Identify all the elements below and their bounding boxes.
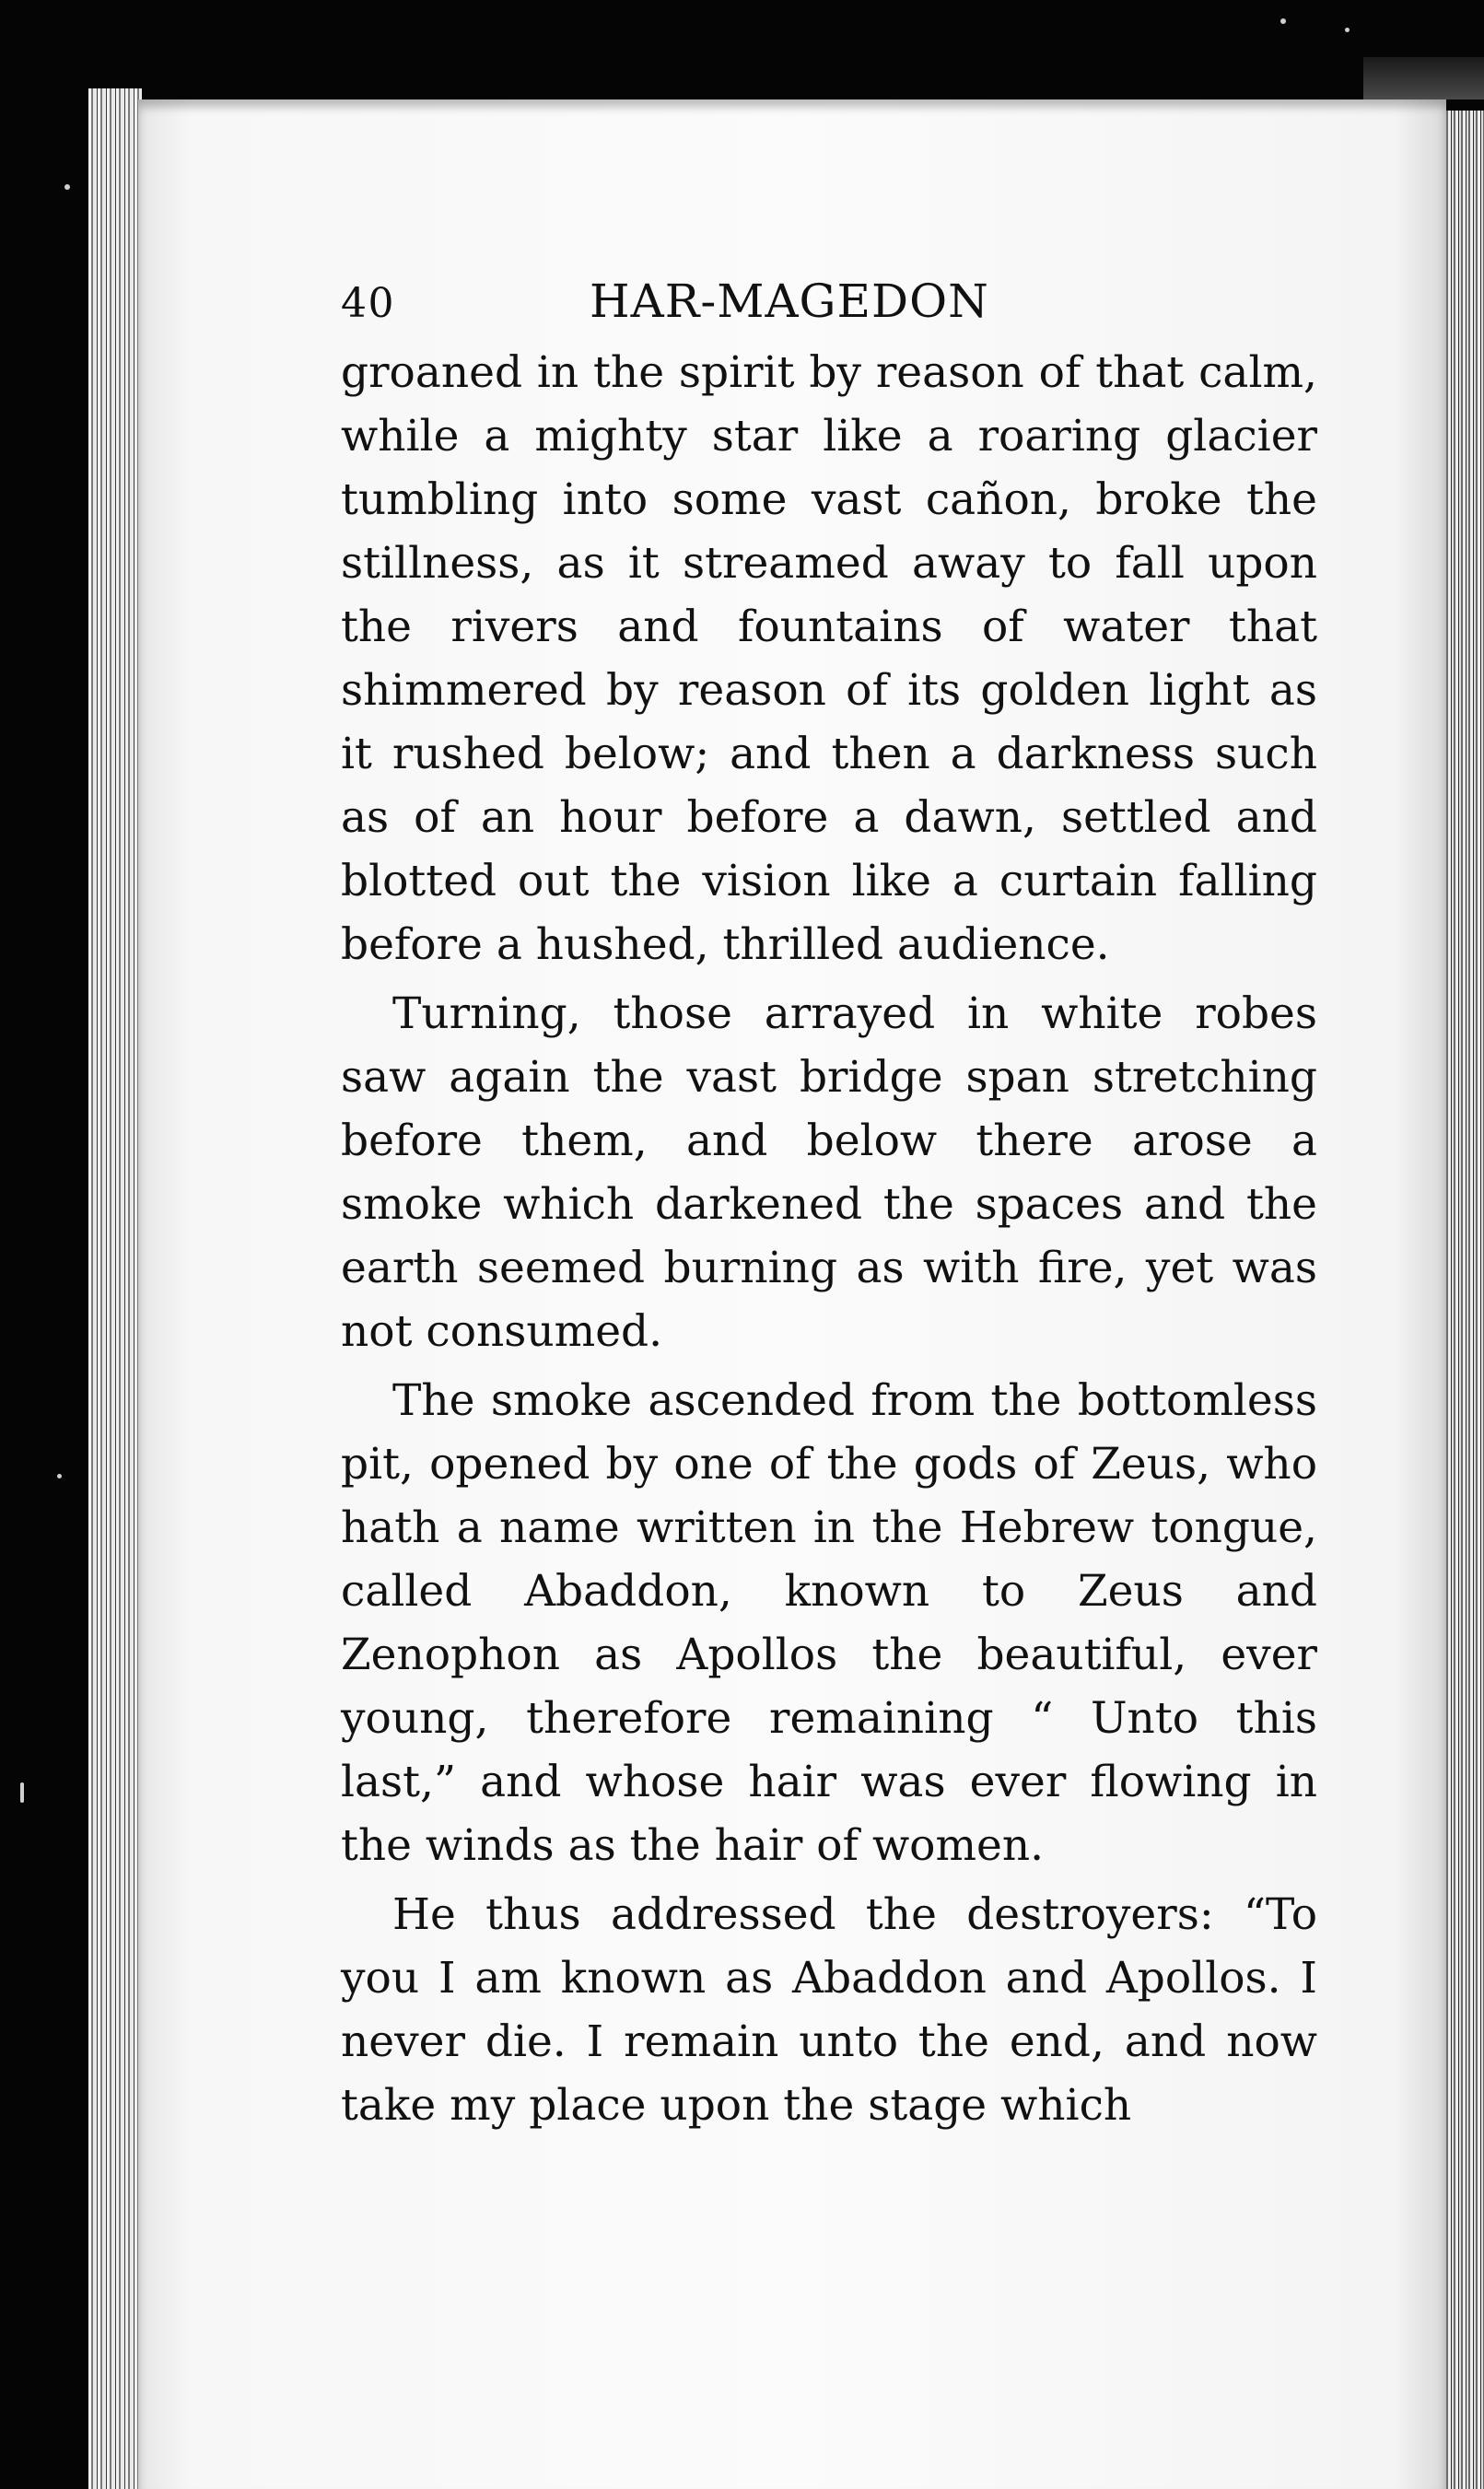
page-number: 40 (341, 280, 395, 327)
paragraph-4: He thus addressed the destroyers: “To you I am known as Abaddon and Apollos. I never die. I remain unto the end, and now take my place upon the stage which (341, 1889, 1317, 2131)
running-head (341, 267, 1317, 341)
speck (64, 184, 70, 190)
speck (1345, 28, 1350, 32)
speck (57, 1474, 62, 1478)
running-title: HAR-MAGEDON (590, 275, 989, 328)
speck (20, 1782, 24, 1803)
right-page-edges (1444, 111, 1484, 2489)
paragraph-1: groaned in the spirit by reason of that calm, while a mighty star like a roaring glacier tumbling into some vast cañon, broke the stillness, as it streamed away to fall upon the rivers and fountains of water that shimmered by reason of its golden light as it rushed below; and then a darkness such as of an hour before a dawn, settled and blotted out the vision like a curtain falling before a hushed, thrilled audience. (341, 347, 1317, 970)
top-right-shadow (1363, 57, 1484, 99)
paragraph-3: The smoke ascended from the bottomless pit, opened by one of the gods of Zeus, who hath a name written in the Hebrew tongue, called Abaddon, known to Zeus and Zenophon as Apollos the beautiful, ever young, therefore remaining “ Unto this last,” and whose hair was ever flowing in the winds as the hair of women. (341, 1375, 1317, 1871)
paragraph-2: Turning, those arrayed in white robes saw again the vast bridge span stretching before them, and below there arose a smoke which darkened the spaces and the earth seemed burning as with fire, yet was not consumed. (341, 988, 1317, 1357)
left-page-edges (88, 88, 142, 2489)
speck (1280, 18, 1286, 24)
page-text (341, 267, 1317, 2137)
